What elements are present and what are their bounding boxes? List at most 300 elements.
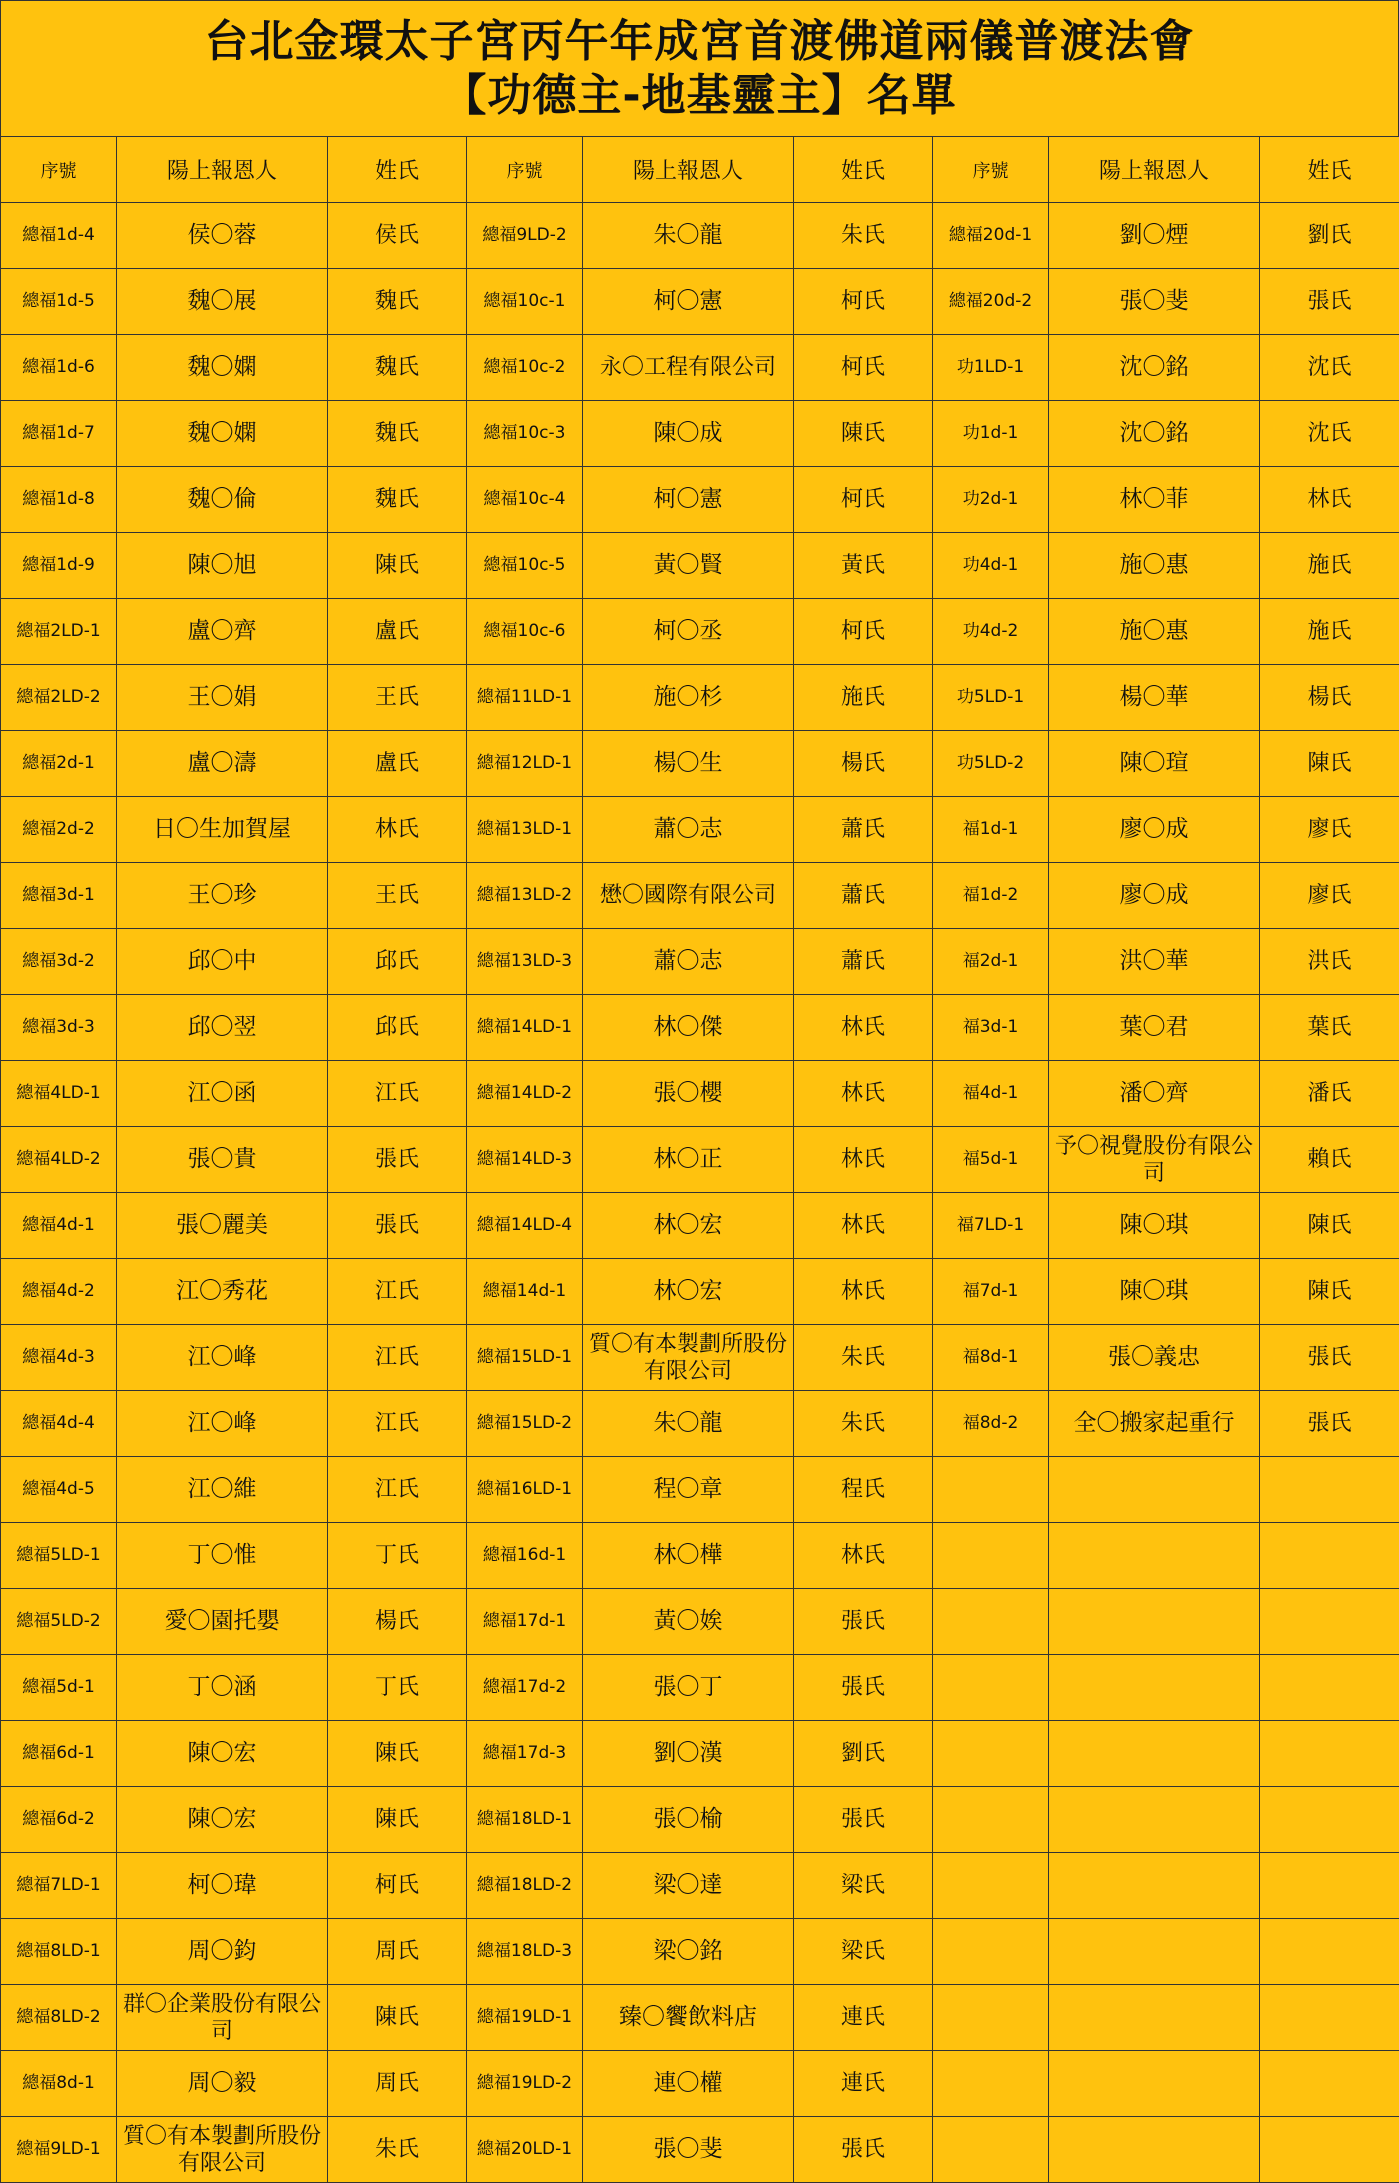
cell-name: 沈〇銘 (1049, 335, 1260, 401)
cell-surname: 周氏 (328, 1919, 467, 1985)
cell-name: 施〇惠 (1049, 599, 1260, 665)
cell-seq: 福7d-1 (933, 1259, 1049, 1325)
cell-surname (1260, 1919, 1399, 1985)
cell-seq: 總福14d-1 (467, 1259, 583, 1325)
cell-surname: 連氏 (794, 2051, 933, 2117)
cell-name: 施〇惠 (1049, 533, 1260, 599)
cell-name: 盧〇濤 (117, 731, 328, 797)
cell-name: 懋〇國際有限公司 (583, 863, 794, 929)
cell-surname: 施氏 (1260, 599, 1399, 665)
cell-surname: 陳氏 (328, 1787, 467, 1853)
cell-surname: 林氏 (794, 1193, 933, 1259)
cell-seq: 總福18LD-1 (467, 1787, 583, 1853)
cell-surname: 江氏 (328, 1325, 467, 1391)
cell-seq: 總福3d-2 (1, 929, 117, 995)
cell-surname: 沈氏 (1260, 401, 1399, 467)
cell-name: 楊〇華 (1049, 665, 1260, 731)
cell-surname: 梁氏 (794, 1919, 933, 1985)
cell-name: 張〇榆 (583, 1787, 794, 1853)
cell-surname (1260, 1523, 1399, 1589)
cell-name: 魏〇嫻 (117, 335, 328, 401)
cell-name: 朱〇龍 (583, 1391, 794, 1457)
table-body (1, 203, 1399, 2183)
cell-name: 陳〇瑄 (1049, 731, 1260, 797)
cell-surname: 柯氏 (328, 1853, 467, 1919)
cell-seq (933, 1853, 1049, 1919)
cell-name: 周〇鈞 (117, 1919, 328, 1985)
cell-surname: 林氏 (794, 1259, 933, 1325)
cell-seq: 福8d-2 (933, 1391, 1049, 1457)
cell-surname: 邱氏 (328, 995, 467, 1061)
cell-name: 林〇正 (583, 1127, 794, 1193)
table-row (1, 1523, 1399, 1589)
cell-seq: 功4d-1 (933, 533, 1049, 599)
cell-surname: 江氏 (328, 1457, 467, 1523)
cell-name: 周〇毅 (117, 2051, 328, 2117)
cell-surname: 張氏 (1260, 1391, 1399, 1457)
cell-name: 丁〇惟 (117, 1523, 328, 1589)
cell-name: 連〇權 (583, 2051, 794, 2117)
cell-name: 魏〇倫 (117, 467, 328, 533)
table-row (1, 929, 1399, 995)
cell-surname: 陳氏 (1260, 731, 1399, 797)
cell-name: 張〇斐 (583, 2117, 794, 2183)
table-row (1, 1787, 1399, 1853)
cell-name (1049, 1655, 1260, 1721)
cell-surname: 蕭氏 (794, 929, 933, 995)
cell-name: 陳〇旭 (117, 533, 328, 599)
cell-surname (1260, 2051, 1399, 2117)
cell-surname: 柯氏 (794, 467, 933, 533)
cell-seq: 總福9LD-2 (467, 203, 583, 269)
cell-surname: 陳氏 (328, 1721, 467, 1787)
cell-surname: 魏氏 (328, 401, 467, 467)
cell-name (1049, 1853, 1260, 1919)
cell-seq: 總福1d-5 (1, 269, 117, 335)
cell-surname: 蕭氏 (794, 863, 933, 929)
cell-seq: 功2d-1 (933, 467, 1049, 533)
cell-seq: 總福8LD-2 (1, 1985, 117, 2051)
page-subtitle: 【功德主-地基靈主】名單 (442, 69, 957, 121)
cell-surname: 楊氏 (1260, 665, 1399, 731)
cell-seq: 總福2LD-2 (1, 665, 117, 731)
cell-name: 群〇企業股份有限公司 (117, 1985, 328, 2051)
cell-surname: 盧氏 (328, 599, 467, 665)
column-header-surname: 姓氏 (794, 137, 933, 203)
cell-seq: 總福4d-5 (1, 1457, 117, 1523)
cell-surname: 楊氏 (328, 1589, 467, 1655)
cell-seq: 總福17d-3 (467, 1721, 583, 1787)
cell-seq: 總福15LD-1 (467, 1325, 583, 1391)
table-row (1, 1655, 1399, 1721)
cell-seq: 總福9LD-1 (1, 2117, 117, 2183)
cell-seq: 福5d-1 (933, 1127, 1049, 1193)
cell-name: 洪〇華 (1049, 929, 1260, 995)
table-row (1, 1919, 1399, 1985)
table-row (1, 1457, 1399, 1523)
cell-seq (933, 1589, 1049, 1655)
cell-surname: 朱氏 (794, 1325, 933, 1391)
cell-name: 蕭〇志 (583, 797, 794, 863)
cell-surname: 施氏 (794, 665, 933, 731)
cell-name: 丁〇涵 (117, 1655, 328, 1721)
cell-surname: 劉氏 (1260, 203, 1399, 269)
table-row (1, 1721, 1399, 1787)
cell-name: 江〇函 (117, 1061, 328, 1127)
cell-surname (1260, 1721, 1399, 1787)
cell-seq: 總福1d-9 (1, 533, 117, 599)
table-row (1, 995, 1399, 1061)
cell-name: 程〇章 (583, 1457, 794, 1523)
cell-seq: 總福5LD-2 (1, 1589, 117, 1655)
cell-seq (933, 1457, 1049, 1523)
cell-name: 柯〇憲 (583, 269, 794, 335)
cell-surname: 王氏 (328, 665, 467, 731)
cell-seq: 總福10c-1 (467, 269, 583, 335)
cell-seq: 總福20d-1 (933, 203, 1049, 269)
table-row (1, 665, 1399, 731)
cell-seq: 福7LD-1 (933, 1193, 1049, 1259)
cell-name: 林〇樺 (583, 1523, 794, 1589)
column-header-seq: 序號 (1, 137, 117, 203)
cell-surname: 程氏 (794, 1457, 933, 1523)
cell-surname: 魏氏 (328, 269, 467, 335)
table-row (1, 797, 1399, 863)
table-row (1, 467, 1399, 533)
cell-seq: 總福8LD-1 (1, 1919, 117, 1985)
column-header-seq: 序號 (933, 137, 1049, 203)
cell-name (1049, 1523, 1260, 1589)
cell-seq: 總福8d-1 (1, 2051, 117, 2117)
cell-seq: 總福18LD-2 (467, 1853, 583, 1919)
cell-seq: 總福14LD-1 (467, 995, 583, 1061)
cell-surname: 陳氏 (1260, 1259, 1399, 1325)
cell-surname (1260, 1457, 1399, 1523)
cell-name: 蕭〇志 (583, 929, 794, 995)
cell-seq: 總福13LD-2 (467, 863, 583, 929)
cell-name: 梁〇達 (583, 1853, 794, 1919)
table-row (1, 203, 1399, 269)
cell-name: 盧〇齊 (117, 599, 328, 665)
cell-seq: 總福16d-1 (467, 1523, 583, 1589)
cell-surname: 周氏 (328, 2051, 467, 2117)
cell-surname: 陳氏 (794, 401, 933, 467)
table-row (1, 1985, 1399, 2051)
cell-seq: 總福18LD-3 (467, 1919, 583, 1985)
cell-seq: 總福4d-2 (1, 1259, 117, 1325)
cell-surname: 江氏 (328, 1259, 467, 1325)
cell-name (1049, 1589, 1260, 1655)
cell-seq: 總福19LD-2 (467, 2051, 583, 2117)
cell-name: 王〇娟 (117, 665, 328, 731)
table-row (1, 2051, 1399, 2117)
table-row (1, 731, 1399, 797)
cell-seq: 總福10c-3 (467, 401, 583, 467)
cell-seq: 功1LD-1 (933, 335, 1049, 401)
cell-seq: 總福17d-2 (467, 1655, 583, 1721)
cell-seq: 總福20LD-1 (467, 2117, 583, 2183)
cell-seq: 總福10c-2 (467, 335, 583, 401)
cell-name: 劉〇漢 (583, 1721, 794, 1787)
cell-surname: 柯氏 (794, 599, 933, 665)
cell-name: 楊〇生 (583, 731, 794, 797)
cell-surname: 張氏 (794, 1589, 933, 1655)
cell-seq: 福2d-1 (933, 929, 1049, 995)
cell-surname (1260, 1787, 1399, 1853)
cell-name: 永〇工程有限公司 (583, 335, 794, 401)
cell-surname: 施氏 (1260, 533, 1399, 599)
table-row (1, 2117, 1399, 2183)
cell-name: 柯〇丞 (583, 599, 794, 665)
table-row (1, 863, 1399, 929)
table-row (1, 1391, 1399, 1457)
cell-surname: 林氏 (794, 1061, 933, 1127)
cell-surname: 朱氏 (794, 1391, 933, 1457)
cell-seq: 總福2d-2 (1, 797, 117, 863)
cell-surname: 盧氏 (328, 731, 467, 797)
cell-seq: 總福14LD-4 (467, 1193, 583, 1259)
cell-name: 梁〇銘 (583, 1919, 794, 1985)
cell-seq: 總福1d-8 (1, 467, 117, 533)
cell-name: 王〇珍 (117, 863, 328, 929)
title-banner (0, 0, 1399, 136)
cell-name: 潘〇齊 (1049, 1061, 1260, 1127)
cell-name: 侯〇蓉 (117, 203, 328, 269)
cell-seq: 總福1d-4 (1, 203, 117, 269)
cell-name: 臻〇饗飲料店 (583, 1985, 794, 2051)
cell-seq: 總福3d-1 (1, 863, 117, 929)
cell-seq: 總福12LD-1 (467, 731, 583, 797)
cell-surname: 林氏 (328, 797, 467, 863)
cell-name: 施〇杉 (583, 665, 794, 731)
table-row (1, 269, 1399, 335)
cell-seq: 功5LD-1 (933, 665, 1049, 731)
cell-name: 廖〇成 (1049, 797, 1260, 863)
cell-seq: 功1d-1 (933, 401, 1049, 467)
cell-seq: 總福1d-6 (1, 335, 117, 401)
cell-name: 陳〇宏 (117, 1787, 328, 1853)
cell-name: 愛〇園托嬰 (117, 1589, 328, 1655)
cell-name: 陳〇成 (583, 401, 794, 467)
cell-name: 張〇丁 (583, 1655, 794, 1721)
column-header-surname: 姓氏 (1260, 137, 1399, 203)
cell-seq (933, 1655, 1049, 1721)
cell-surname: 王氏 (328, 863, 467, 929)
cell-surname: 張氏 (794, 1655, 933, 1721)
cell-seq: 總福10c-5 (467, 533, 583, 599)
cell-surname: 黃氏 (794, 533, 933, 599)
column-header-name: 陽上報恩人 (1049, 137, 1260, 203)
cell-name: 質〇有本製劃所股份有限公司 (117, 2117, 328, 2183)
cell-seq: 福1d-1 (933, 797, 1049, 863)
cell-seq: 總福6d-2 (1, 1787, 117, 1853)
cell-surname: 沈氏 (1260, 335, 1399, 401)
cell-name: 陳〇琪 (1049, 1193, 1260, 1259)
cell-surname: 柯氏 (794, 269, 933, 335)
cell-seq (933, 1919, 1049, 1985)
cell-surname: 朱氏 (328, 2117, 467, 2183)
cell-name: 魏〇嫻 (117, 401, 328, 467)
cell-seq: 總福4LD-2 (1, 1127, 117, 1193)
cell-surname: 陳氏 (1260, 1193, 1399, 1259)
table-row (1, 1127, 1399, 1193)
cell-name: 林〇宏 (583, 1193, 794, 1259)
cell-surname: 侯氏 (328, 203, 467, 269)
column-header-name: 陽上報恩人 (583, 137, 794, 203)
cell-surname (1260, 1985, 1399, 2051)
cell-name: 江〇維 (117, 1457, 328, 1523)
cell-surname: 陳氏 (328, 533, 467, 599)
cell-name: 陳〇琪 (1049, 1259, 1260, 1325)
cell-seq: 總福6d-1 (1, 1721, 117, 1787)
cell-seq: 總福10c-6 (467, 599, 583, 665)
table-row (1, 1193, 1399, 1259)
cell-surname: 林氏 (794, 995, 933, 1061)
cell-surname: 梁氏 (794, 1853, 933, 1919)
cell-seq: 總福15LD-2 (467, 1391, 583, 1457)
cell-seq: 總福13LD-1 (467, 797, 583, 863)
cell-name: 劉〇煙 (1049, 203, 1260, 269)
cell-seq: 總福7LD-1 (1, 1853, 117, 1919)
cell-name (1049, 1457, 1260, 1523)
column-header-surname: 姓氏 (328, 137, 467, 203)
cell-surname (1260, 2117, 1399, 2183)
table-row (1, 1259, 1399, 1325)
cell-seq: 福8d-1 (933, 1325, 1049, 1391)
cell-seq (933, 1523, 1049, 1589)
cell-surname: 張氏 (1260, 269, 1399, 335)
cell-surname (1260, 1655, 1399, 1721)
cell-surname (1260, 1589, 1399, 1655)
cell-seq: 總福14LD-3 (467, 1127, 583, 1193)
cell-name: 予〇視覺股份有限公司 (1049, 1127, 1260, 1193)
cell-surname: 張氏 (794, 2117, 933, 2183)
cell-surname: 邱氏 (328, 929, 467, 995)
cell-surname: 林氏 (794, 1523, 933, 1589)
cell-seq (933, 2051, 1049, 2117)
cell-surname: 連氏 (794, 1985, 933, 2051)
cell-surname: 魏氏 (328, 467, 467, 533)
cell-seq: 功5LD-2 (933, 731, 1049, 797)
cell-surname: 蕭氏 (794, 797, 933, 863)
cell-seq: 總福5LD-1 (1, 1523, 117, 1589)
cell-name (1049, 1919, 1260, 1985)
cell-name (1049, 1985, 1260, 2051)
cell-seq: 福1d-2 (933, 863, 1049, 929)
page-title: 台北金環太子宮丙午年成宮首渡佛道兩儀普渡法會 (204, 15, 1195, 67)
cell-name: 張〇麗美 (117, 1193, 328, 1259)
cell-surname: 張氏 (794, 1787, 933, 1853)
cell-seq: 總福1d-7 (1, 401, 117, 467)
cell-name: 林〇菲 (1049, 467, 1260, 533)
cell-seq: 總福16LD-1 (467, 1457, 583, 1523)
cell-seq: 總福5d-1 (1, 1655, 117, 1721)
cell-seq: 總福4d-4 (1, 1391, 117, 1457)
cell-surname: 丁氏 (328, 1655, 467, 1721)
cell-seq: 總福3d-3 (1, 995, 117, 1061)
cell-name: 林〇宏 (583, 1259, 794, 1325)
cell-seq: 福4d-1 (933, 1061, 1049, 1127)
cell-surname: 林氏 (794, 1127, 933, 1193)
cell-surname: 林氏 (1260, 467, 1399, 533)
cell-surname: 賴氏 (1260, 1127, 1399, 1193)
cell-surname: 朱氏 (794, 203, 933, 269)
cell-seq: 總福14LD-2 (467, 1061, 583, 1127)
table-row (1, 1325, 1399, 1391)
column-header-seq: 序號 (467, 137, 583, 203)
cell-name: 魏〇展 (117, 269, 328, 335)
cell-name: 葉〇君 (1049, 995, 1260, 1061)
cell-name: 邱〇翌 (117, 995, 328, 1061)
cell-seq: 總福19LD-1 (467, 1985, 583, 2051)
cell-seq: 總福20d-2 (933, 269, 1049, 335)
table-header-row (1, 137, 1399, 203)
cell-seq: 總福2d-1 (1, 731, 117, 797)
cell-seq: 總福13LD-3 (467, 929, 583, 995)
cell-seq: 總福10c-4 (467, 467, 583, 533)
cell-surname: 張氏 (328, 1127, 467, 1193)
cell-name: 沈〇銘 (1049, 401, 1260, 467)
cell-surname: 張氏 (328, 1193, 467, 1259)
cell-name: 柯〇憲 (583, 467, 794, 533)
cell-surname: 柯氏 (794, 335, 933, 401)
cell-seq: 總福2LD-1 (1, 599, 117, 665)
cell-seq (933, 1721, 1049, 1787)
table-row (1, 1061, 1399, 1127)
cell-name: 陳〇宏 (117, 1721, 328, 1787)
cell-seq: 功4d-2 (933, 599, 1049, 665)
cell-surname: 葉氏 (1260, 995, 1399, 1061)
cell-seq: 總福11LD-1 (467, 665, 583, 731)
cell-name (1049, 2051, 1260, 2117)
cell-name: 江〇峰 (117, 1325, 328, 1391)
table-row (1, 401, 1399, 467)
table-row (1, 1853, 1399, 1919)
cell-surname (1260, 1853, 1399, 1919)
cell-surname: 魏氏 (328, 335, 467, 401)
cell-surname: 丁氏 (328, 1523, 467, 1589)
cell-surname: 廖氏 (1260, 863, 1399, 929)
cell-seq: 福3d-1 (933, 995, 1049, 1061)
cell-name: 張〇義忠 (1049, 1325, 1260, 1391)
table-row (1, 1589, 1399, 1655)
cell-surname: 江氏 (328, 1391, 467, 1457)
cell-name: 柯〇瑋 (117, 1853, 328, 1919)
cell-name: 邱〇中 (117, 929, 328, 995)
cell-name: 朱〇龍 (583, 203, 794, 269)
table-row (1, 599, 1399, 665)
donor-table (0, 136, 1399, 2183)
cell-name (1049, 1721, 1260, 1787)
cell-seq: 總福4d-1 (1, 1193, 117, 1259)
cell-name: 張〇斐 (1049, 269, 1260, 335)
cell-name: 張〇櫻 (583, 1061, 794, 1127)
cell-name (1049, 2117, 1260, 2183)
cell-name: 江〇峰 (117, 1391, 328, 1457)
cell-surname: 陳氏 (328, 1985, 467, 2051)
cell-name: 黃〇賢 (583, 533, 794, 599)
cell-surname: 劉氏 (794, 1721, 933, 1787)
cell-seq (933, 2117, 1049, 2183)
cell-seq: 總福4LD-1 (1, 1061, 117, 1127)
cell-seq (933, 1985, 1049, 2051)
cell-name: 廖〇成 (1049, 863, 1260, 929)
cell-name: 日〇生加賀屋 (117, 797, 328, 863)
cell-name: 全〇搬家起重行 (1049, 1391, 1260, 1457)
cell-name: 林〇傑 (583, 995, 794, 1061)
cell-seq: 總福4d-3 (1, 1325, 117, 1391)
cell-surname: 廖氏 (1260, 797, 1399, 863)
